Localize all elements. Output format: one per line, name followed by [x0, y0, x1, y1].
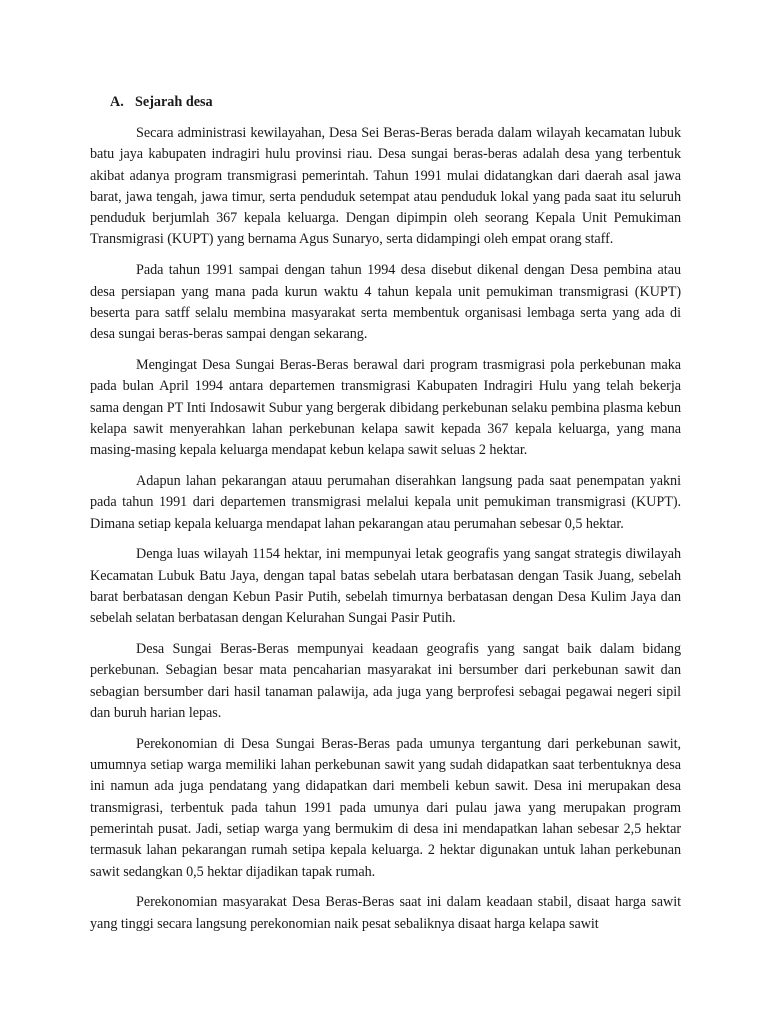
section-title: Sejarah desa: [135, 94, 213, 110]
paragraph: Perekonomian di Desa Sungai Beras-Beras pada umunya tergantung dari perkebunan sawit, umumnya setiap warga memiliki lahan perkebunan sawit yang sudah didapatkan saat terbentuknya desa ini namun ada juga pendatang yang didapatkan dari membeli kebun sawit. Desa ini merupakan desa transmigrasi, terbentuk pada tahun 1991 pada umunya dari pulau jawa yang merupakan program pemerintah pusat. Jadi, setiap warga yang bermukim di desa ini mendapatkan lahan sebesar 2,5 hektar termasuk lahan pekarangan rumah setipa kepala keluarga. 2 hektar digunakan untuk lahan perkebunan sawit sedangkan 0,5 hektar dijadikan tapak rumah.: [90, 735, 681, 880]
paragraph: Pada tahun 1991 sampai dengan tahun 1994 desa disebut dikenal dengan Desa pembina atau desa persiapan yang mana pada kurun waktu 4 tahun kepala unit pemukiman transmigrasi (KUPT) beserta para satff selalu membina masyarakat serta membentuk organisasi lembaga serta yang ada di desa sungai beras-beras sampai dengan sekarang.: [90, 262, 681, 343]
paragraph: Denga luas wilayah 1154 hektar, ini mempunyai letak geografis yang sangat strategis diwilayah Kecamatan Lubuk Batu Jaya, dengan tapal batas sebelah utara berbatasan dengan Tasik Juang, sebelah barat berbatasan dengan Kebun Pasir Putih, sebelah timurnya berbatasan dengan Desa Kulim Jaya dan sebelah selatan berbatasan dengan Kelurahan Sungai Pasir Putih.: [90, 546, 681, 627]
section-letter: A.: [110, 94, 124, 110]
document-body: [90, 92, 681, 944]
paragraph: Secara administrasi kewilayahan, Desa Sei Beras-Beras berada dalam wilayah kecamatan lubuk batu jaya kabupaten indragiri hulu provinsi riau. Desa sungai beras-beras adalah desa yang terbentuk akibat adanya program transmigrasi pemerintah. Tahun 1991 mulai didatangkan dari daerah asal jawa barat, jawa tengah, jawa timur, serta penduduk setempat atau penduduk lokal yang pada saat itu seluruh penduduk berjumlah 367 kepala keluarga. Dengan dipimpin oleh seorang Kepala Unit Pemukiman Transmigrasi (KUPT) yang bernama Agus Sunaryo, serta didampingi oleh empat orang staff.: [90, 125, 681, 248]
paragraph: Adapun lahan pekarangan atauu perumahan diserahkan langsung pada saat penempatan yakni pada tahun 1991 dari departemen transmigrasi melalui kepala unit pemukiman transmigrasi (KUPT). Dimana setiap kepala keluarga mendapat lahan pekarangan atau perumahan sebesar 0,5 hektar.: [90, 472, 681, 532]
paragraph: Mengingat Desa Sungai Beras-Beras berawal dari program trasmigrasi pola perkebunan maka pada bulan April 1994 antara departemen transmigrasi Kabupaten Indragiri Hulu yang telah bekerja sama dengan PT Inti Indosawit Subur yang bergerak dibidang perkebunan selaku pembina plasma kebun kelapa sawit menyerahkan lahan perkebunan kelapa sawit kepada 367 kepala keluarga, yang mana masing-masing kepala keluarga mendapat kebun kelapa sawit seluas 2 hektar.: [90, 356, 681, 459]
paragraph: Perekonomian masyarakat Desa Beras-Beras saat ini dalam keadaan stabil, disaat harga sawit yang tinggi secara langsung perekonomian naik pesat sebaliknya disaat harga kelapa sawit: [90, 894, 681, 932]
section-heading: [90, 92, 681, 113]
paragraph: Desa Sungai Beras-Beras mempunyai keadaan geografis yang sangat baik dalam bidang perkebunan. Sebagian besar mata pencaharian masyarakat ini bersumber dari perkebunan sawit dan sebagian bersumber dari hasil tanaman palawija, ada juga yang berprofesi sebagai pegawai negeri sipil dan buruh harian lepas.: [90, 641, 681, 721]
